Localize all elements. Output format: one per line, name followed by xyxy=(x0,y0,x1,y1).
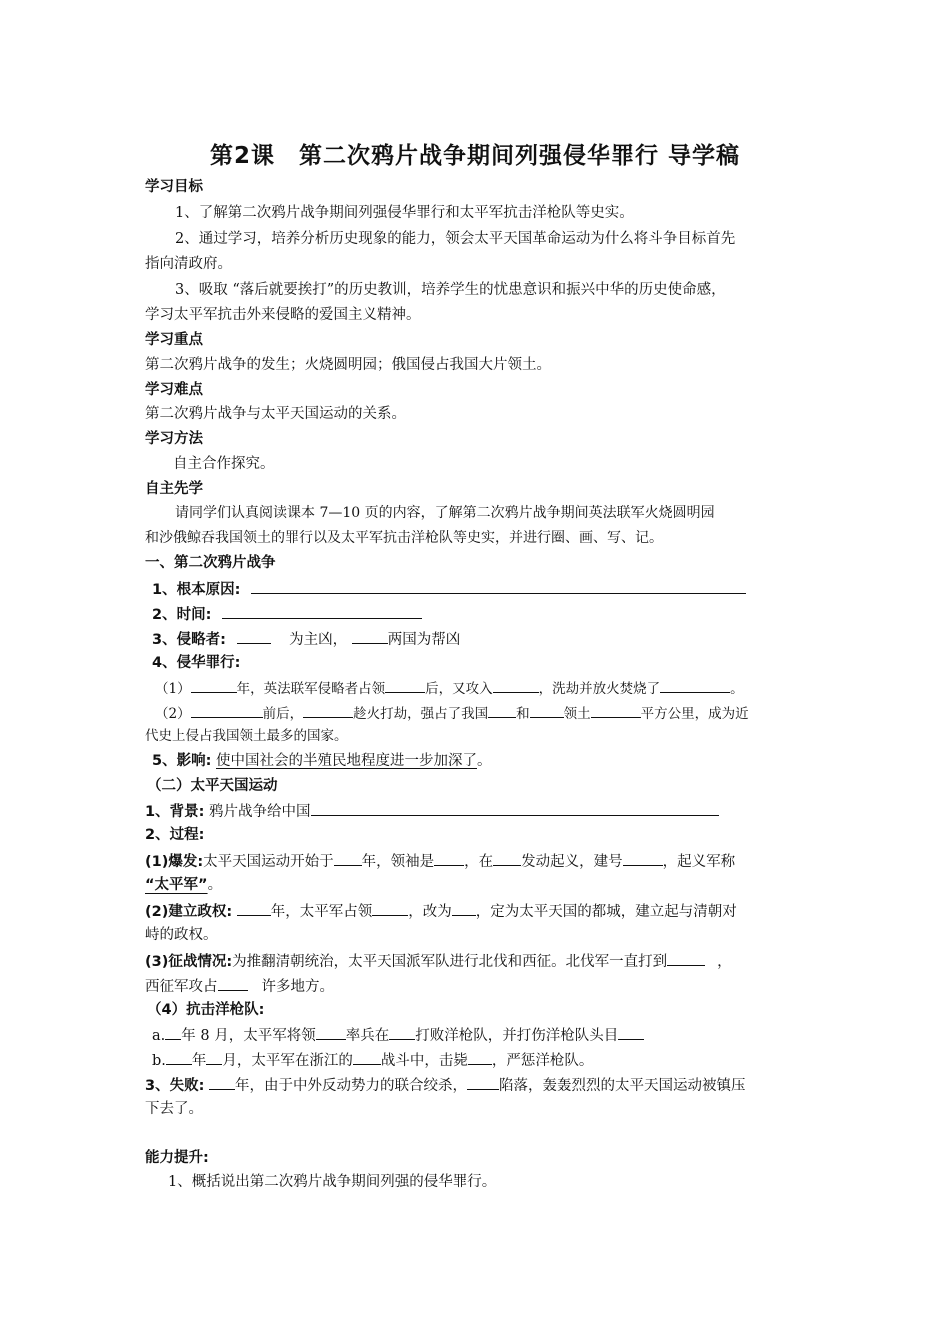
cause-row xyxy=(152,578,746,600)
failure-row-cont: 下去了。 xyxy=(145,1101,203,1117)
section2-heading: （二）太平天国运动 xyxy=(147,778,278,794)
fight-b-name-blank[interactable] xyxy=(468,1049,492,1065)
ability-heading: 能力提升: xyxy=(145,1150,209,1166)
regime-label: (2)建立政权: xyxy=(145,904,233,920)
fight-b-month-blank[interactable] xyxy=(206,1049,222,1065)
outbreak-year-blank[interactable] xyxy=(334,850,362,866)
keypoints-text: 第二次鸦片战争的发生；火烧圆明园；俄国侵占我国大片领土。 xyxy=(145,357,551,373)
time-blank[interactable] xyxy=(222,603,422,619)
aggressor-helper-blank[interactable] xyxy=(352,628,388,644)
outbreak-text-b: 年，领袖是 xyxy=(361,854,435,870)
difficulty-heading: 学习难点 xyxy=(145,382,203,398)
crime-1-text-c: ，洗劫并放火焚烧了 xyxy=(538,681,661,697)
regime-newname-blank[interactable] xyxy=(452,900,476,916)
crime-1-num: （1） xyxy=(155,681,191,697)
background-row xyxy=(145,800,719,822)
crime-2-country-blank[interactable] xyxy=(303,702,353,718)
failure-row xyxy=(145,1074,746,1096)
taiping-army-name: “太平军” xyxy=(145,877,208,893)
fight-a-year-blank[interactable] xyxy=(165,1024,181,1040)
keypoints-heading: 学习重点 xyxy=(145,332,203,348)
crime-2-text-a: 前后， xyxy=(262,706,304,722)
fight-item-b xyxy=(152,1049,593,1071)
failure-text-a: 年，由于中外反动势力的联合绞杀， xyxy=(235,1078,467,1094)
fight-b-num: b. xyxy=(152,1053,166,1069)
goal-item-2: 2、通过学习，培养分析历史现象的能力，领会太平天国革命运动为什么将斗争目标首先 xyxy=(175,231,736,247)
impact-row xyxy=(152,751,492,771)
regime-city-blank[interactable] xyxy=(372,900,408,916)
fight-b-text-b: 月，太平军在浙江的 xyxy=(222,1053,353,1069)
preview-text: 请同学们认真阅读课本 7—10 页的内容，了解第二次鸦片战争期间英法联军火烧圆明园 xyxy=(175,505,715,521)
fight-b-year-blank[interactable] xyxy=(166,1049,192,1065)
campaign-text-b: ， xyxy=(717,954,732,970)
crime-1-text-b: 后，又攻入 xyxy=(425,681,493,697)
crime-2-text-b: 趁火打劫，强占了我国 xyxy=(353,706,489,722)
cause-label: 1、根本原因: xyxy=(152,582,241,598)
campaign-row xyxy=(145,950,732,972)
fight-a-leader-blank[interactable] xyxy=(618,1024,644,1040)
campaign-west-blank[interactable] xyxy=(218,975,248,991)
goal-item-2-cont: 指向清政府。 xyxy=(145,256,232,272)
failure-year-blank[interactable] xyxy=(209,1074,235,1090)
outbreak-text-e: ，起义军称 xyxy=(662,854,736,870)
crime-2-text-e: 平方公里，成为近 xyxy=(640,706,749,722)
regime-text-c: ，定为太平天国的都城，建立起与清朝对 xyxy=(475,904,737,920)
outbreak-row-cont xyxy=(145,875,222,895)
process-label: 2、过程: xyxy=(145,827,205,843)
outbreak-end: 。 xyxy=(207,877,223,893)
fight-a-text-a: 年 8 月，太平军将领 xyxy=(181,1028,316,1044)
aggressor-end-text: 两国为帮凶 xyxy=(387,632,461,648)
regime-text-b: ，改为 xyxy=(408,904,452,920)
background-blank[interactable] xyxy=(311,800,719,816)
outbreak-label: (1)爆发: xyxy=(145,854,204,870)
goals-heading: 学习目标 xyxy=(145,179,203,195)
campaign-text-a: 为推翻清朝统治，太平天国派军队进行北伐和西征。北伐军一直打到 xyxy=(232,954,668,970)
campaign-text-d: 许多地方。 xyxy=(261,979,334,995)
fight-a-num: a. xyxy=(152,1028,166,1044)
regime-year-blank[interactable] xyxy=(237,900,271,916)
crime-item-2-cont: 代史上侵占我国领土最多的国家。 xyxy=(145,728,348,744)
crimes-label: 4、侵华罪行: xyxy=(152,655,241,671)
crime-1-city-blank[interactable] xyxy=(493,677,539,693)
outbreak-text-c: ，在 xyxy=(464,854,494,870)
outbreak-leader-blank[interactable] xyxy=(434,850,464,866)
fight-a-place-blank[interactable] xyxy=(389,1024,415,1040)
crime-2-text-d: 领土 xyxy=(563,706,591,722)
impact-end: 。 xyxy=(477,753,492,769)
fight-item-a xyxy=(152,1024,644,1046)
fight-b-text-d: ，严惩洋枪队。 xyxy=(491,1053,594,1069)
section1-heading: 一、第二次鸦片战争 xyxy=(145,555,276,571)
aggressor-label: 3、侵略者: xyxy=(152,632,226,648)
fight-label: （4）抗击洋枪队: xyxy=(147,1002,265,1018)
method-heading: 学习方法 xyxy=(145,431,203,447)
fight-b-text-a: 年 xyxy=(191,1053,207,1069)
outbreak-place-blank[interactable] xyxy=(493,850,521,866)
crime-1-year-blank[interactable] xyxy=(191,677,237,693)
fight-b-battle-blank[interactable] xyxy=(353,1049,381,1065)
ability-item-1: 1、概括说出第二次鸦片战争期间列强的侵华罪行。 xyxy=(168,1174,497,1190)
goal-item-3: 3、吸取 “落后就要挨打”的历史教训，培养学生的忧患意识和振兴中华的历史使命感， xyxy=(175,282,726,298)
regime-row xyxy=(145,900,737,922)
preview-heading: 自主先学 xyxy=(145,481,203,497)
crime-2-region2-blank[interactable] xyxy=(530,702,564,718)
fight-a-general-blank[interactable] xyxy=(316,1024,346,1040)
page-title: 第2课 第二次鸦片战争期间列强侵华罪行 导学稿 xyxy=(209,143,740,169)
crime-1-end: 。 xyxy=(730,681,744,697)
crime-2-num: （2） xyxy=(155,706,191,722)
time-row xyxy=(152,603,422,625)
crime-2-region1-blank[interactable] xyxy=(488,702,516,718)
outbreak-text-d: 发动起义，建号 xyxy=(521,854,623,870)
fight-a-text-c: 打败洋枪队，并打伤洋枪队头目 xyxy=(415,1028,619,1044)
campaign-label: (3)征战情况: xyxy=(145,954,233,970)
failure-label: 3、失败: xyxy=(145,1078,205,1094)
regime-text-a: 年，太平军占领 xyxy=(270,904,373,920)
failure-text-b: 陷落，轰轰烈烈的太平天国运动被镇压 xyxy=(499,1078,746,1094)
crimes-row xyxy=(152,653,240,673)
outbreak-text-a: 太平天国运动开始于 xyxy=(203,854,334,870)
failure-city-blank[interactable] xyxy=(467,1074,499,1090)
crime-1-place-blank[interactable] xyxy=(385,677,425,693)
regime-row-cont: 峙的政权。 xyxy=(145,927,218,943)
goal-item-1: 1、了解第二次鸦片战争期间列强侵华罪行和太平军抗击洋枪队等史实。 xyxy=(175,205,634,221)
crime-1-target-blank[interactable] xyxy=(660,677,730,693)
background-label: 1、背景: xyxy=(145,804,205,820)
fight-b-text-c: 战斗中，击毙 xyxy=(380,1053,468,1069)
goal-item-3-cont: 学习太平军抗击外来侵略的爱国主义精神。 xyxy=(145,307,421,323)
crime-2-area-blank[interactable] xyxy=(591,702,641,718)
crime-2-text-c: 和 xyxy=(516,706,530,722)
fight-a-text-b: 率兵在 xyxy=(345,1028,390,1044)
cause-blank[interactable] xyxy=(251,578,746,594)
campaign-text-c: 西征军攻占 xyxy=(145,979,218,995)
crime-1-text-a: 年，英法联军侵略者占领 xyxy=(236,681,386,697)
impact-text: 使中国社会的半殖民地程度进一步加深了 xyxy=(216,753,477,769)
campaign-row-cont xyxy=(145,975,334,997)
outbreak-row xyxy=(145,850,735,872)
outbreak-title-blank[interactable] xyxy=(623,850,663,866)
crime-item-2 xyxy=(155,702,749,724)
aggressor-row xyxy=(152,628,460,650)
campaign-north-blank[interactable] xyxy=(667,950,705,966)
aggressor-main-blank[interactable] xyxy=(237,628,271,644)
crime-2-time-blank[interactable] xyxy=(191,702,263,718)
background-text: 鸦片战争给中国 xyxy=(209,804,311,820)
impact-label: 5、影响: xyxy=(152,753,212,769)
aggressor-mid-text: 为主凶， xyxy=(289,632,348,648)
crime-item-1 xyxy=(155,677,744,699)
difficulty-text: 第二次鸦片战争与太平天国运动的关系。 xyxy=(145,406,406,422)
preview-text-cont: 和沙俄鲸吞我国领土的罪行以及太平军抗击洋枪队等史实，并进行圈、画、写、记。 xyxy=(145,530,663,546)
method-text: 自主合作探究。 xyxy=(173,456,275,472)
time-label: 2、时间: xyxy=(152,607,212,623)
